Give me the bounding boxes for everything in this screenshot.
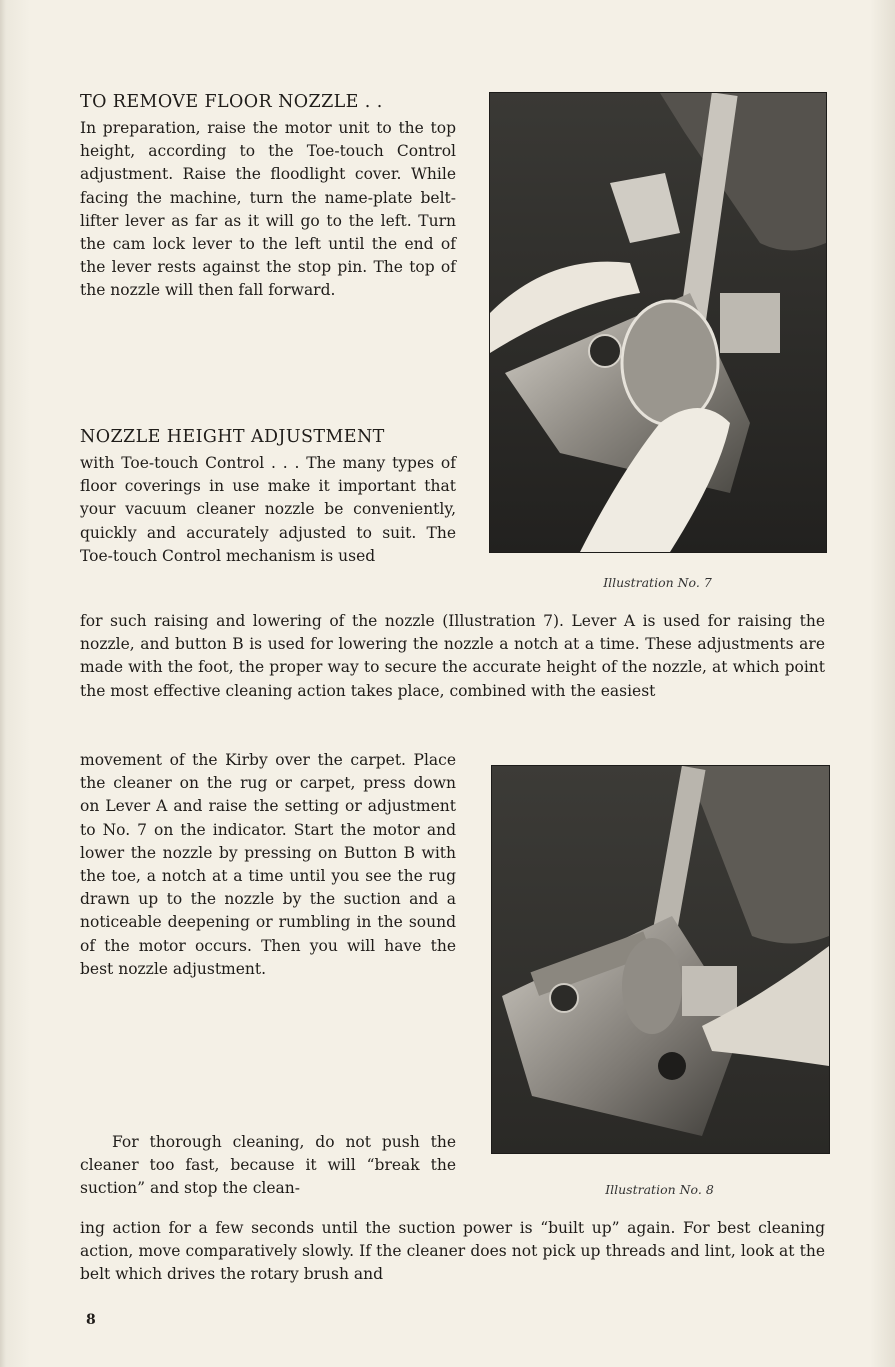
nozzle-height-text-2: movement of the Kirby over the carpet. Place the cleaner on the rug or carpet, press down on Lever A and raise the setting or adjustment to No. 7 on the indicator. Start the motor and lower the nozzle by pressing on Button B with the toe, a notch at a time until you see the rug drawn up to the nozzle by the suction and a noticeable deepening or rumbling in the sound of the motor occurs. Then you will have the best nozzle adjustment.: [80, 751, 456, 978]
page-number: 8: [86, 1312, 96, 1328]
nozzle-height-text-wide: for such raising and lowering of the nozzle (Illustration 7). Lever A is used for raising the nozzle, and button B is used for lowering the nozzle a notch at a time. These adjustments are made with the foot, the proper way to secure the accurate height of the nozzle, at which point the most effective cleaning action takes place, combined with the easiest: [80, 612, 825, 700]
illustration-8-photo: [492, 766, 829, 1153]
illustration-7-caption: Illustration No. 7: [603, 575, 712, 590]
thorough-cleaning-text-1: For thorough cleaning, do not push the cleaner too fast, because it will “break the suction” and stop the clean-: [80, 1133, 456, 1198]
thorough-cleaning-text-wide: ing action for a few seconds until the suction power is “built up” again. For best cleaning action, move comparatively slowly. If the cleaner does not pick up threads and lint, look at the belt which drives the rotary brush and: [80, 1219, 825, 1284]
illustration-7-photo: [490, 93, 826, 552]
remove-nozzle-text: In preparation, raise the motor unit to the top height, according to the Toe-touch Control adjustment. Raise the floodlight cover. While facing the machine, turn the name-plate belt-lifter lever as far as it will go to the left. Turn the cam lock lever to the left until the end of the lever rests against the stop pin. The top of the nozzle will then fall forward.: [80, 119, 456, 300]
nozzle-height-text-1: with Toe-touch Control . . . The many types of floor coverings in use make it important that your vacuum cleaner nozzle be conveniently, quickly and accurately adjusted to suit. The Toe-touch Control mechanism is used: [80, 454, 456, 565]
remove-nozzle-heading: TO REMOVE FLOOR NOZZLE . .: [80, 92, 383, 112]
nozzle-height-heading: NOZZLE HEIGHT ADJUSTMENT: [80, 427, 385, 447]
illustration-8-caption: Illustration No. 8: [605, 1182, 714, 1197]
vacuum-nozzle-foot-image: [492, 766, 829, 1153]
vacuum-nozzle-hands-image: [490, 93, 826, 552]
